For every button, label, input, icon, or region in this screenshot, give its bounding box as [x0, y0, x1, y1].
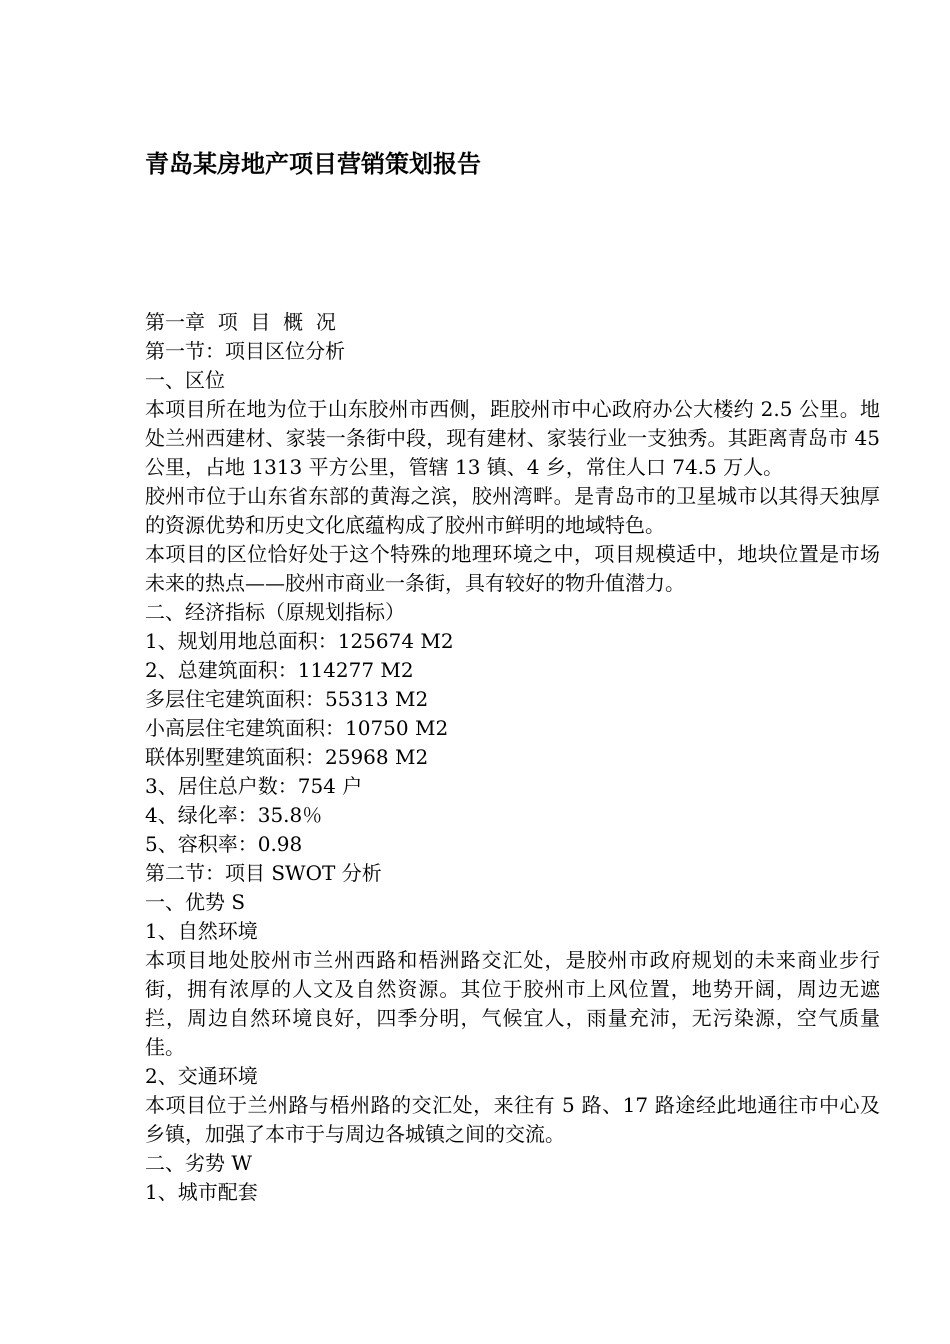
list-item: 5、容积率：0.98	[145, 832, 303, 856]
subsection-heading: 二、劣势 W	[145, 1151, 252, 1175]
list-item: 多层住宅建筑面积：55313 M2	[145, 687, 429, 711]
subsection-heading: 二、经济指标（原规划指标）	[145, 600, 405, 624]
section-heading: 第二节：项目 SWOT 分析	[145, 861, 382, 885]
paragraph: 本项目所在地为位于山东胶州市西侧，距胶州市中心政府办公大楼约 2.5 公里。地处兰州西建材、家装一条街中段，现有建材、家装行业一支独秀。其距离青岛市 45 公里，占地 1313 平方公里，管辖 13 镇、4 乡，常住人口 74.5 万人。	[145, 397, 880, 479]
subsection-heading: 一、区位	[145, 368, 225, 392]
chapter-heading: 第一章 项 目 概 况	[145, 310, 336, 334]
document-body	[145, 308, 880, 1207]
paragraph: 本项目位于兰州路与梧州路的交汇处，来往有 5 路、17 路途经此地通往市中心及乡镇，加强了本市于与周边各城镇之间的交流。	[145, 1093, 880, 1146]
document-title: 青岛某房地产项目营销策划报告	[145, 149, 481, 178]
list-item: 2、总建筑面积：114277 M2	[145, 658, 414, 682]
list-item: 4、绿化率：35.8％	[145, 803, 323, 827]
section-heading: 第一节：项目区位分析	[145, 339, 345, 363]
subsection-heading: 一、优势 S	[145, 890, 246, 914]
list-item: 小高层住宅建筑面积：10750 M2	[145, 716, 449, 740]
list-item: 联体别墅建筑面积：25968 M2	[145, 745, 429, 769]
list-item: 1、城市配套	[145, 1180, 258, 1204]
list-item: 2、交通环境	[145, 1064, 258, 1088]
paragraph: 本项目的区位恰好处于这个特殊的地理环境之中，项目规模适中，地块位置是市场未来的热点——胶州市商业一条街，具有较好的物升值潜力。	[145, 542, 880, 595]
paragraph: 胶州市位于山东省东部的黄海之滨，胶州湾畔。是青岛市的卫星城市以其得天独厚的资源优势和历史文化底蕴构成了胶州市鲜明的地域特色。	[145, 484, 880, 537]
list-item: 3、居住总户数：754 户	[145, 774, 363, 798]
paragraph: 本项目地处胶州市兰州西路和梧洲路交汇处，是胶州市政府规划的未来商业步行街，拥有浓厚的人文及自然资源。其位于胶州市上风位置，地势开阔，周边无遮拦，周边自然环境良好，四季分明，气候宜人，雨量充沛，无污染源，空气质量佳。	[145, 948, 880, 1059]
list-item: 1、规划用地总面积：125674 M2	[145, 629, 454, 653]
list-item: 1、自然环境	[145, 919, 258, 943]
